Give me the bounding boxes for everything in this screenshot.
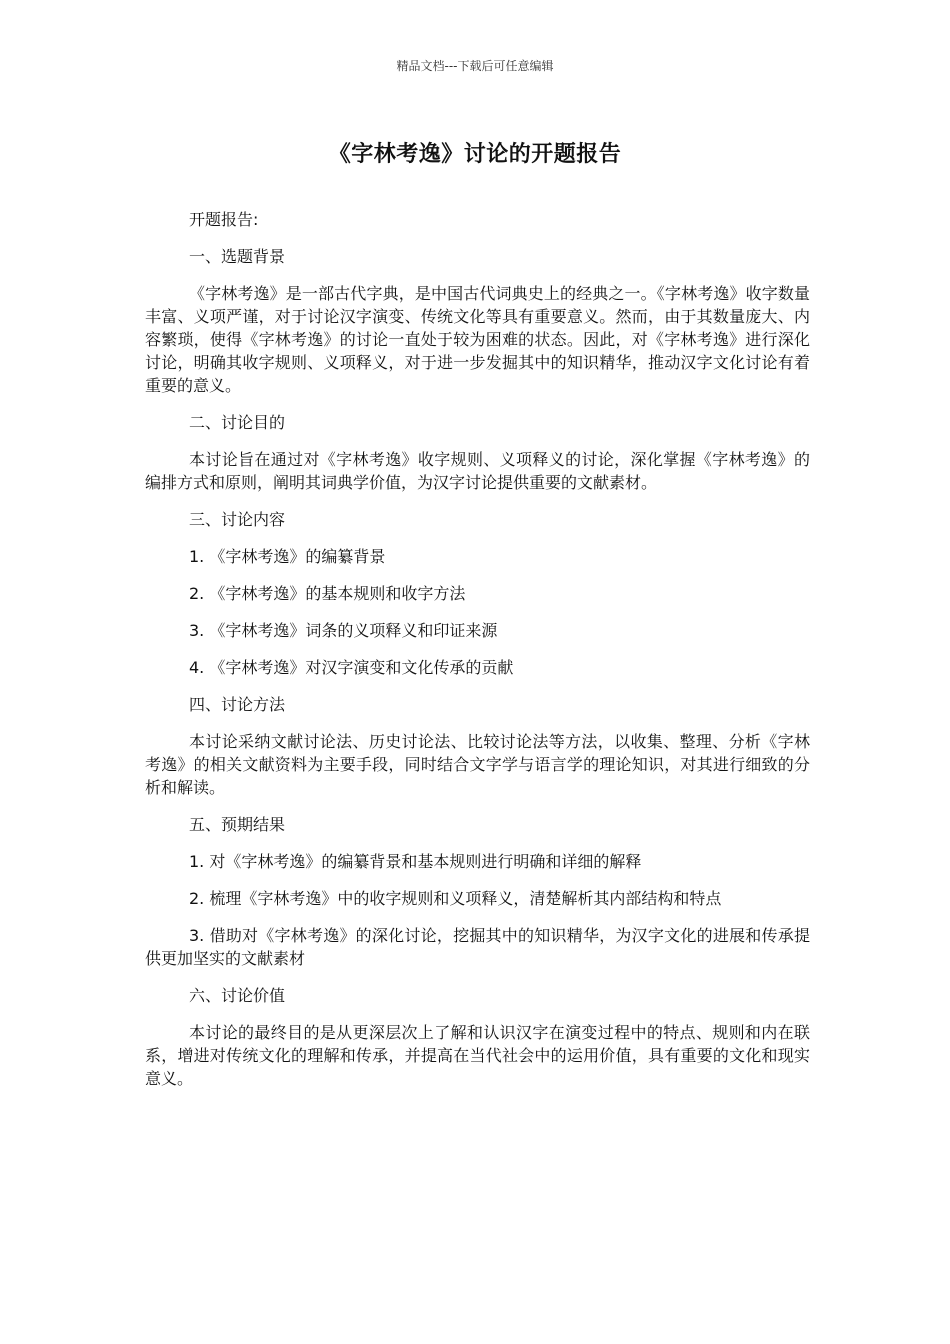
content-list-item: 4. 《字林考逸》对汉字演变和文化传承的贡献 <box>189 658 514 677</box>
section-body-background: 《字林考逸》是一部古代字典，是中国古代词典史上的经典之一。《字林考逸》收字数量丰富、义项严谨，对于讨论汉字演变、传统文化等具有重要意义。然而，由于其数量庞大、内容繁琐，使得《字林考逸》的讨论一直处于较为困难的状态。因此，对《字林考逸》进行深化讨论，明确其收字规则、义项释义，对于进一步发掘其中的知识精华，推动汉字文化讨论有着重要的意义。 <box>145 284 810 395</box>
results-list-item: 1. 对《字林考逸》的编纂背景和基本规则进行明确和详细的解释 <box>189 852 642 871</box>
section-heading-value: 六、讨论价值 <box>189 986 286 1005</box>
section-body-purpose: 本讨论旨在通过对《字林考逸》收字规则、义项释义的讨论，深化掌握《字林考逸》的编排方式和原则，阐明其词典学价值，为汉字讨论提供重要的文献素材。 <box>145 450 810 492</box>
content-list-item: 2. 《字林考逸》的基本规则和收字方法 <box>189 584 466 603</box>
page-header: 精品文档---下载后可任意编辑 <box>396 59 554 73</box>
section-heading-content: 三、讨论内容 <box>189 510 286 529</box>
section-heading-results: 五、预期结果 <box>189 815 286 834</box>
intro-label: 开题报告: <box>189 210 259 229</box>
section-body-value: 本讨论的最终目的是从更深层次上了解和认识汉字在演变过程中的特点、规则和内在联系，增进对传统文化的理解和传承，并提高在当代社会中的运用价值，具有重要的文化和现实意义。 <box>145 1023 810 1088</box>
document-body <box>145 208 810 1104</box>
section-heading-purpose: 二、讨论目的 <box>189 413 286 432</box>
results-list-item: 3. 借助对《字林考逸》的深化讨论，挖掘其中的知识精华，为汉字文化的进展和传承提供更加坚实的文献素材 <box>145 926 810 968</box>
content-list-item: 3. 《字林考逸》词条的义项释义和印证来源 <box>189 621 498 640</box>
content-list-item: 1. 《字林考逸》的编纂背景 <box>189 547 386 566</box>
section-heading-method: 四、讨论方法 <box>189 695 286 714</box>
section-heading-background: 一、选题背景 <box>189 247 286 266</box>
document-title: 《字林考逸》讨论的开题报告 <box>328 142 622 167</box>
results-list-item: 2. 梳理《字林考逸》中的收字规则和义项释义，清楚解析其内部结构和特点 <box>189 889 722 908</box>
section-body-method: 本讨论采纳文献讨论法、历史讨论法、比较讨论法等方法，以收集、整理、分析《字林考逸》的相关文献资料为主要手段，同时结合文字学与语言学的理论知识，对其进行细致的分析和解读。 <box>145 732 810 797</box>
